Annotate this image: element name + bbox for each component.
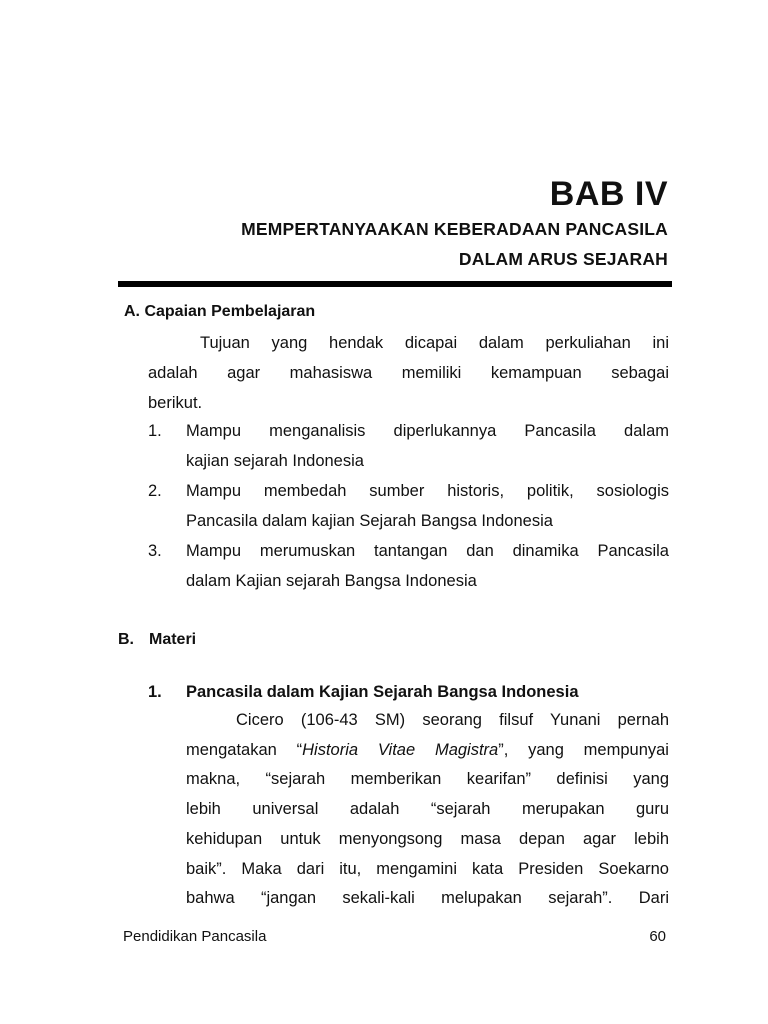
list-item-text-line2: Pancasila dalam kajian Sejarah Bangsa Indonesia (186, 512, 553, 530)
paragraph-line: baik”. Maka dari itu, mengamini kata Presiden Soekarno (186, 859, 669, 878)
list-item-number: 2. (148, 482, 162, 500)
chapter-subtitle-line1: MEMPERTANYAAKAN KEBERADAAN PANCASILA (241, 219, 668, 239)
paragraph-line (186, 736, 669, 766)
list-item-number: 3. (148, 542, 162, 560)
list-item-text-line2: dalam Kajian sejarah Bangsa Indonesia (186, 572, 477, 590)
paragraph-text: mengatakan “ (186, 740, 303, 759)
section-a-heading: A. Capaian Pembelajaran (124, 303, 316, 320)
body-paragraph (186, 706, 669, 914)
list-item-text-line1: Mampu menganalisis diperlukannya Pancasila dalam (186, 422, 669, 440)
list-item-text-line1: Mampu merumuskan tantangan dan dinamika Pancasila (186, 542, 669, 560)
section-b-title: Materi (149, 631, 197, 648)
chapter-subtitle (150, 214, 668, 274)
paragraph-text: ”, yang mempunyai (498, 740, 669, 759)
paragraph-line: Cicero (106-43 SM) seorang filsuf Yunani pernah (236, 711, 669, 729)
list-item-text-line2: kajian sejarah Indonesia (186, 452, 364, 470)
intro-line-1: Tujuan yang hendak dicapai dalam perkuliahan ini (200, 334, 669, 352)
list-item-text-line1: Mampu membedah sumber historis, politik, sosiologis (186, 482, 669, 500)
paragraph-line: bahwa “jangan sekali-kali melupakan sejarah”. Dari (186, 889, 669, 908)
subsection-title: Pancasila dalam Kajian Sejarah Bangsa Indonesia (186, 683, 579, 701)
intro-line-3: berikut. (148, 394, 203, 412)
chapter-title: BAB IV (549, 175, 668, 213)
list-item-number: 1. (148, 422, 162, 440)
section-a-intro (148, 328, 669, 418)
paragraph-line: makna, “sejarah memberikan kearifan” definisi yang (186, 770, 669, 789)
footer-book-title: Pendidikan Pancasila (123, 928, 267, 945)
learning-outcomes-list (148, 416, 669, 596)
section-b-heading (118, 628, 196, 652)
paragraph-line: kehidupan untuk menyongsong masa depan agar lebih (186, 829, 669, 848)
latin-quote: Historia Vitae Magistra (302, 740, 499, 759)
title-divider (118, 281, 672, 287)
list-item (148, 416, 669, 476)
subsection-number: 1. (148, 683, 162, 701)
list-item (148, 536, 669, 596)
footer-page-number: 60 (649, 928, 666, 945)
list-item (148, 476, 669, 536)
chapter-subtitle-line2: DALAM ARUS SEJARAH (458, 249, 668, 269)
paragraph-line: lebih universal adalah “sejarah merupakan guru (186, 800, 669, 819)
subsection-heading (148, 680, 579, 704)
intro-line-2: adalah agar mahasiswa memiliki kemampuan sebagai (148, 364, 669, 382)
section-b-label: B. (118, 631, 134, 648)
